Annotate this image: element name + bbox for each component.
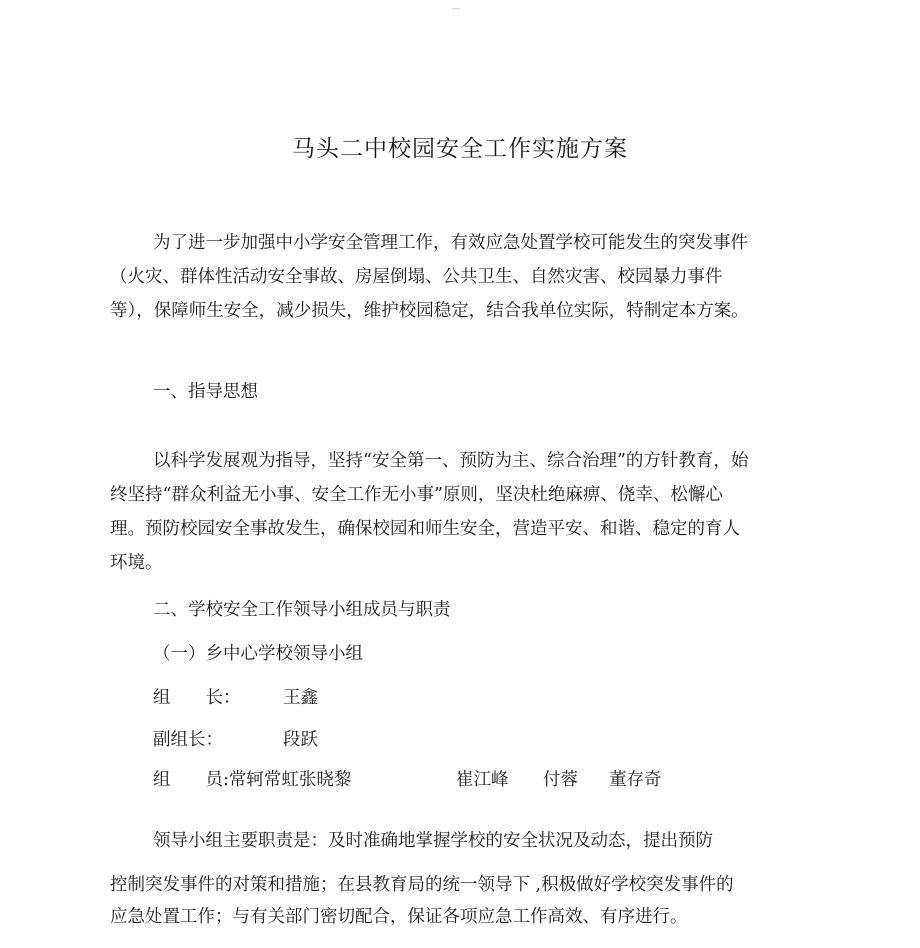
members-label: 组 员:常轲常虹张晓黎 xyxy=(153,770,352,790)
member-name: 崔江峰 xyxy=(456,770,509,790)
intro-paragraph: 为了进一步加强中小学安全管理工作，有效应急处置学校可能发生的突发事件（火灾、群体性活动安全事故、房屋倒塌、公共卫生、自然灾害、校园暴力事件等），保障师生安全，减少损失，维护校园稳定，结合我单位实际，特制定本方案。 xyxy=(110,233,749,321)
header-mark: — xyxy=(452,4,461,13)
section1-heading: 一、指导思想 xyxy=(153,382,258,402)
members-row xyxy=(0,768,920,794)
deputy-label: 副组长： xyxy=(153,730,223,750)
deputy-row xyxy=(0,728,920,754)
section2-heading: 二、学校安全工作领导小组成员与职责 xyxy=(153,600,451,620)
duty-line-3: 应急处置工作；与有关部门密切配合，保证各项应急工作高效、有序进行。 xyxy=(110,907,688,927)
subsection-heading: （一）乡中心学校领导小组 xyxy=(153,644,363,664)
leader-label: 组 长： xyxy=(153,688,241,708)
duty-line-1: 领导小组主要职责是：及时准确地掌握学校的安全状况及动态，提出预防 xyxy=(153,831,713,851)
member-name: 董存奇 xyxy=(609,770,662,790)
section1-body: 以科学发展观为指导，坚持“安全第一、预防为主、综合治理”的方针教育，始终坚持“群众利益无小事、安全工作无小事”原则，坚决杜绝麻痹、侥幸、松懈心理。预防校园安全事故发生，确保校园和师生安全，营造平安、和谐、稳定的育人环境。 xyxy=(110,451,749,573)
leader-name: 王鑫 xyxy=(283,688,318,708)
deputy-name: 段跃 xyxy=(283,730,318,750)
leader-row xyxy=(0,686,920,712)
duty-line-2: 控制突发事件的对策和措施；在县教育局的统一领导下 ,积极做好学校突发事件的 xyxy=(110,875,734,895)
document-title: 马头二中校园安全工作实施方案 xyxy=(292,136,628,162)
member-name: 付蓉 xyxy=(543,770,578,790)
